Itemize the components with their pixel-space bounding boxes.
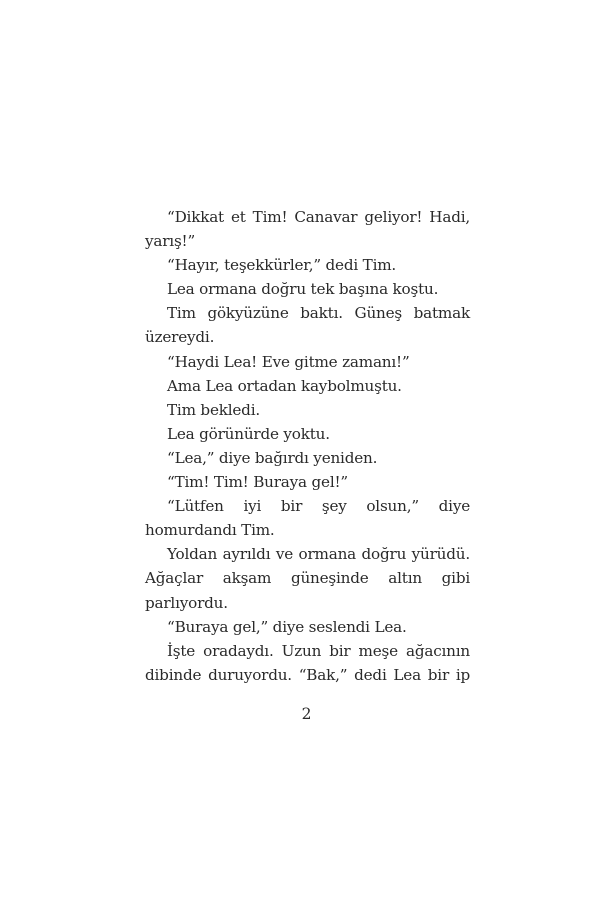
paragraph: “Dikkat et Tim! Canavar geliyor! Hadi, yarış!” bbox=[145, 208, 470, 251]
paragraph-continued: İşte oradaydı. Uzun bir meşe ağacının dibinde duruyordu. “Bak,” dedi Lea bir ip bbox=[145, 641, 470, 684]
paragraph: Tim gökyüzüne baktı. Güneş batmak üzereydi. bbox=[145, 304, 470, 347]
paragraph: “Lea,” diye bağırdı yeniden. bbox=[167, 448, 378, 467]
paragraph: Lea ormana doğru tek başına koştu. bbox=[167, 280, 439, 299]
paragraph: Ama Lea ortadan kaybolmuştu. bbox=[167, 376, 402, 395]
paragraph: “Hayır, teşekkürler,” dedi Tim. bbox=[167, 256, 397, 275]
page-number: 2 bbox=[301, 705, 312, 723]
paragraph: “Buraya gel,” diye seslendi Lea. bbox=[167, 617, 407, 636]
paragraph: Lea görünürde yoktu. bbox=[167, 424, 330, 443]
story-text bbox=[145, 205, 470, 687]
paragraph: Yoldan ayrıldı ve ormana doğru yürüdü. Ağaçlar akşam güneşinde altın gibi parlıyordu. bbox=[145, 545, 470, 612]
paragraph: “Tim! Tim! Buraya gel!” bbox=[167, 473, 348, 492]
paragraph: “Haydi Lea! Eve gitme zamanı!” bbox=[167, 352, 410, 371]
paragraph: Tim bekledi. bbox=[167, 400, 260, 419]
paragraph: “Lütfen iyi bir şey olsun,” diye homurdandı Tim. bbox=[145, 497, 470, 540]
